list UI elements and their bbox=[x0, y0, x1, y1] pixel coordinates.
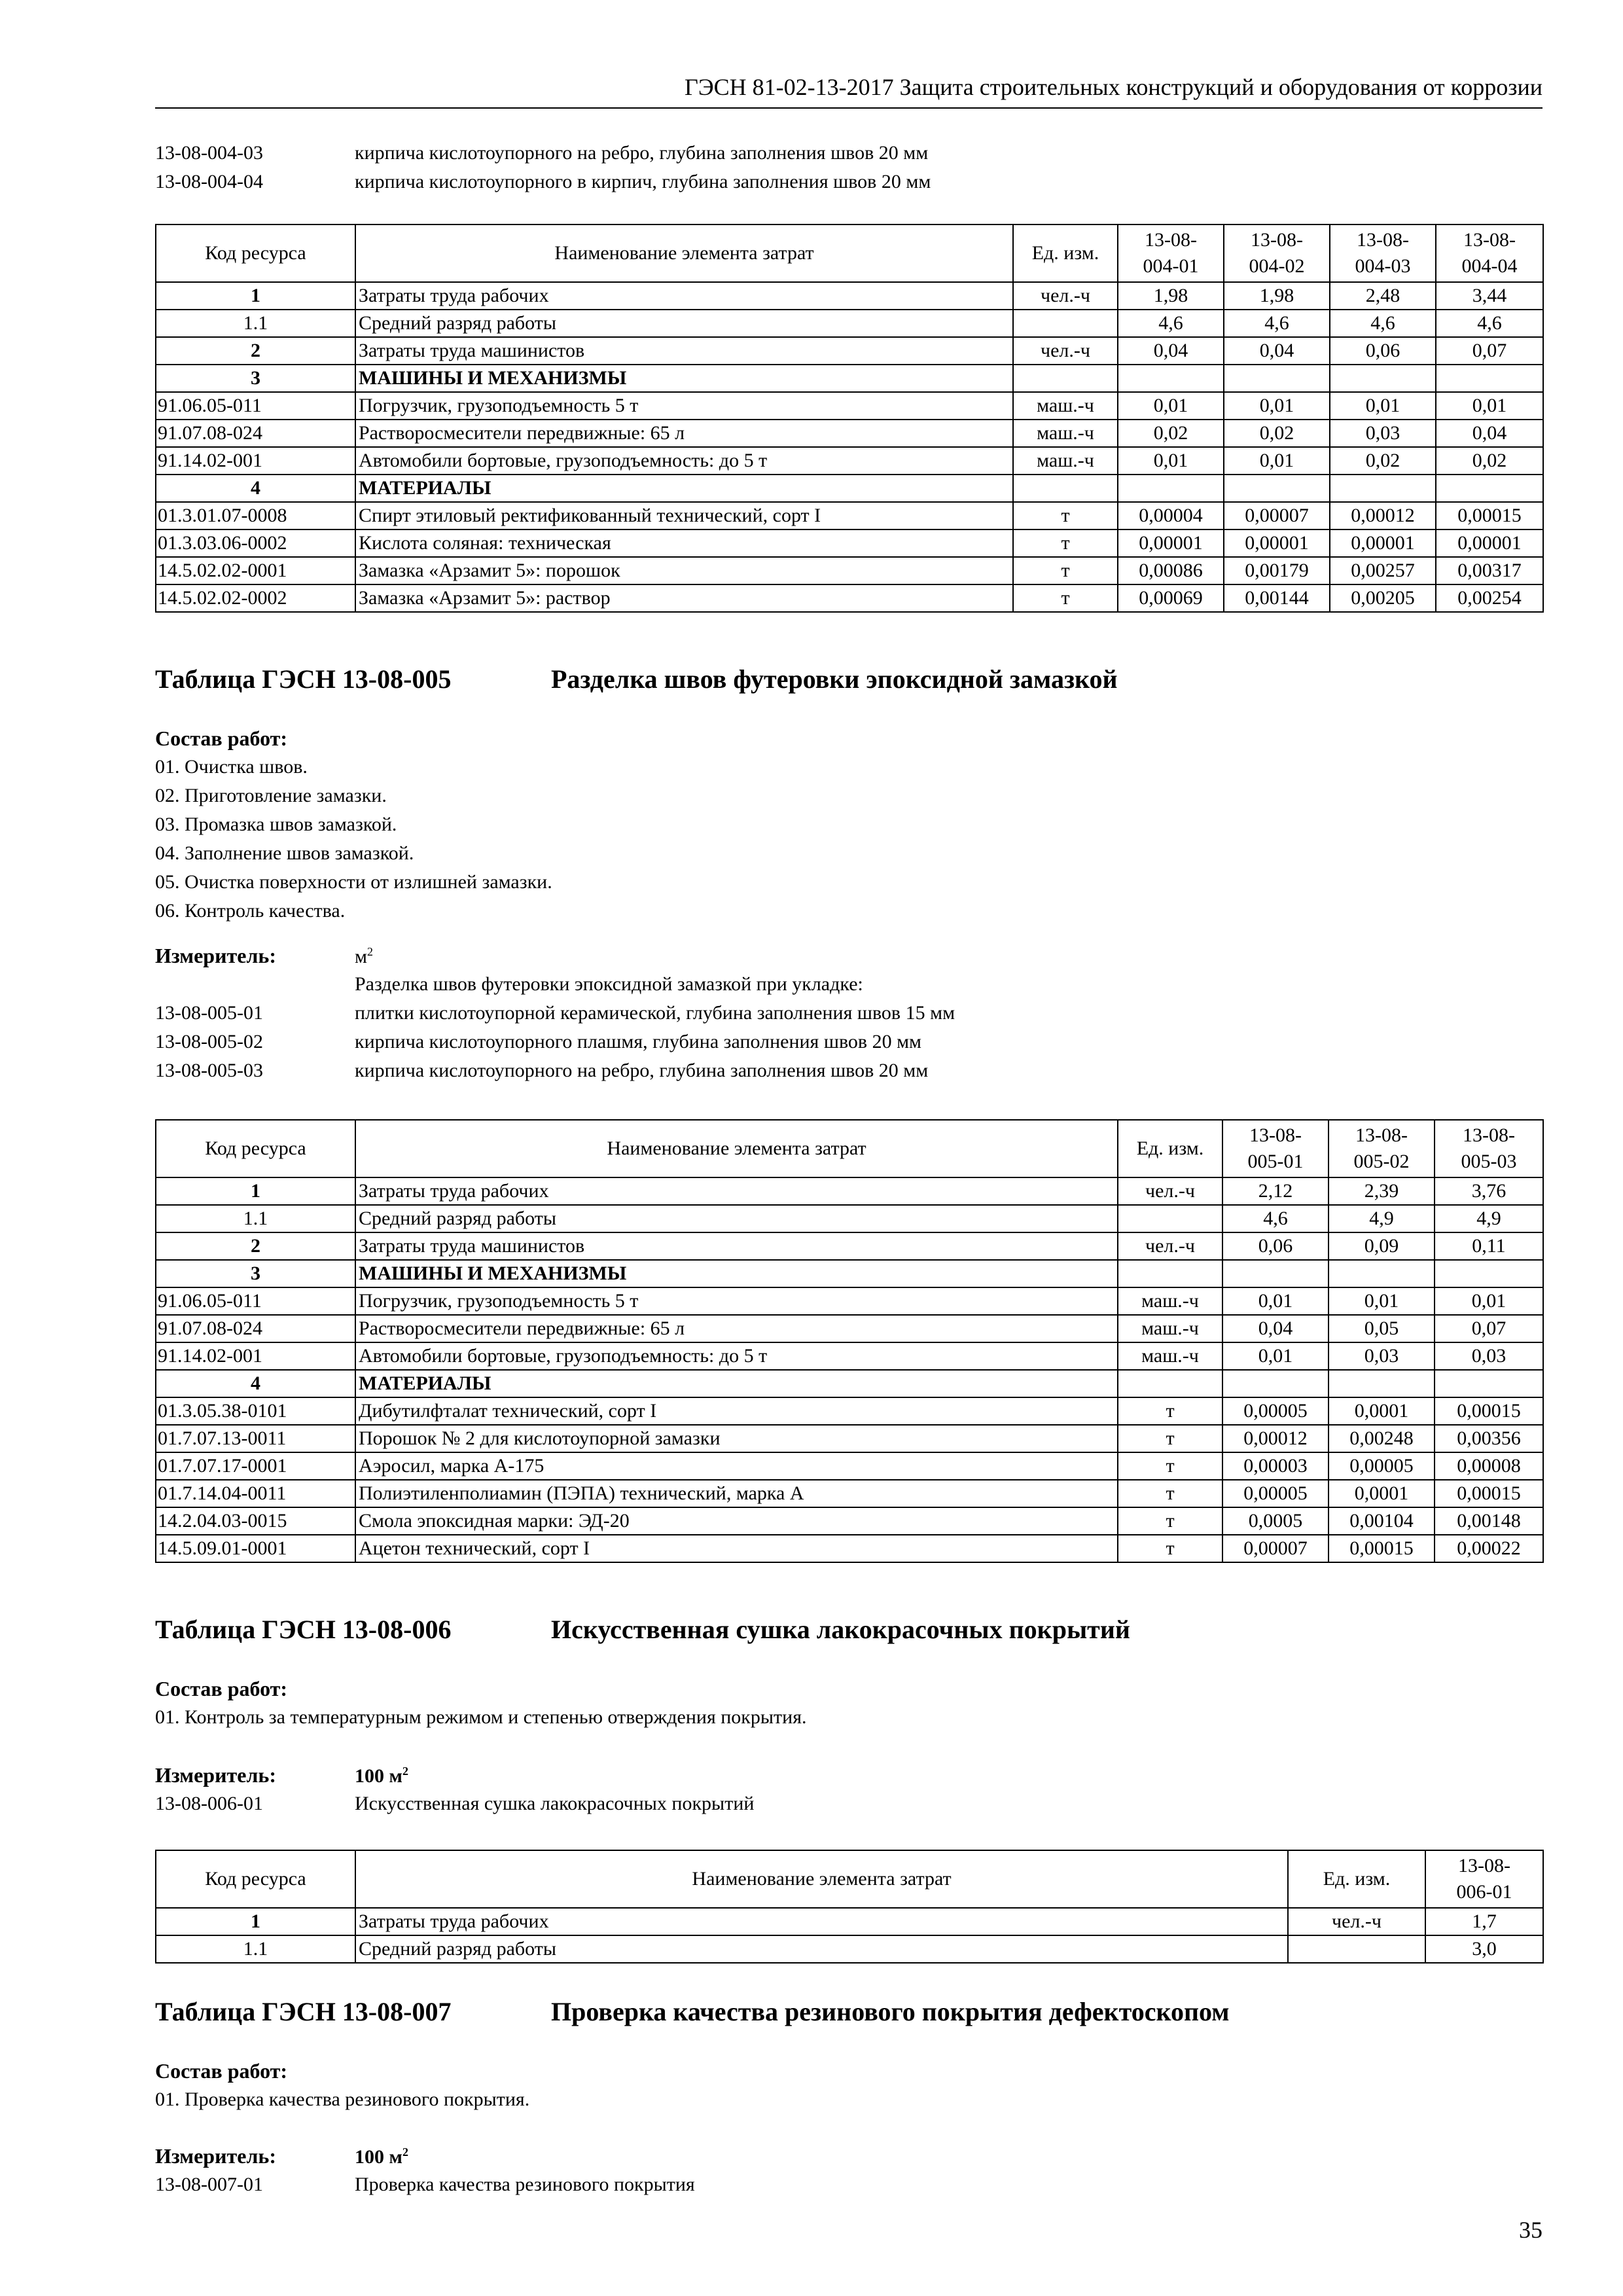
list-item: 01. Проверка качества резинового покрытия. bbox=[155, 2089, 530, 2110]
resource-name: Затраты труда машинистов bbox=[355, 1232, 1118, 1260]
table-code: Таблица ГЭСН 13-08-007 bbox=[155, 1997, 452, 2026]
norm-code: 13-08-006-01 bbox=[155, 1793, 263, 1814]
resource-name: Затраты труда машинистов bbox=[355, 337, 1013, 365]
norm-value: 0,00015 bbox=[1435, 1397, 1543, 1425]
norm-line bbox=[155, 139, 928, 168]
norm-value bbox=[1222, 1370, 1329, 1397]
resource-code: 1 bbox=[156, 282, 355, 310]
measure-label: Измеритель: bbox=[155, 1763, 276, 1787]
norm-value: 0,00254 bbox=[1436, 584, 1543, 612]
resource-unit: т bbox=[1118, 1480, 1222, 1507]
norm-value: 0,01 bbox=[1436, 392, 1543, 420]
col-header-code: Код ресурса bbox=[156, 1850, 355, 1908]
table-code: Таблица ГЭСН 13-08-006 bbox=[155, 1615, 452, 1644]
resource-unit: маш.-ч bbox=[1013, 392, 1118, 420]
resource-unit bbox=[1118, 1370, 1222, 1397]
norm-value bbox=[1436, 475, 1543, 502]
col-header-name: Наименование элемента затрат bbox=[355, 1120, 1118, 1177]
resource-code: 1 bbox=[156, 1177, 355, 1205]
table-row bbox=[156, 584, 1543, 612]
col-header-norm: 13-08- 004-02 bbox=[1224, 224, 1330, 282]
table-row bbox=[156, 1260, 1543, 1287]
header-rule bbox=[155, 107, 1543, 109]
norm-code: 13-08-005-01 bbox=[155, 1002, 263, 1024]
col-header-unit: Ед. изм. bbox=[1288, 1850, 1425, 1908]
col-header-norm: 13-08- 005-03 bbox=[1435, 1120, 1543, 1177]
resource-name: Автомобили бортовые, грузоподъемность: до 5 т bbox=[355, 447, 1013, 475]
resource-name: Порошок № 2 для кислотоупорной замазки bbox=[355, 1425, 1118, 1452]
norm-value: 0,00005 bbox=[1329, 1452, 1435, 1480]
section-heading bbox=[155, 1996, 1230, 2027]
norm-text: кирпича кислотоупорного плашмя, глубина заполнения швов 20 мм bbox=[355, 1031, 922, 1052]
norm-value: 0,00086 bbox=[1118, 557, 1224, 584]
resource-name: Замазка «Арзамит 5»: раствор bbox=[355, 584, 1013, 612]
norm-value: 0,03 bbox=[1330, 420, 1436, 447]
norm-value: 0,02 bbox=[1330, 447, 1436, 475]
resource-unit: т bbox=[1118, 1507, 1222, 1535]
list-item: 02. Приготовление замазки. bbox=[155, 785, 387, 806]
norm-line bbox=[155, 2170, 695, 2199]
resource-code: 4 bbox=[156, 475, 355, 502]
norm-line bbox=[155, 1789, 754, 1818]
norm-value: 0,01 bbox=[1224, 392, 1330, 420]
norm-value bbox=[1330, 475, 1436, 502]
table-row bbox=[156, 557, 1543, 584]
norm-value: 0,00007 bbox=[1224, 502, 1330, 529]
resource-name: МАТЕРИАЛЫ bbox=[355, 475, 1013, 502]
resource-name: МАШИНЫ И МЕХАНИЗМЫ bbox=[355, 365, 1013, 392]
col-header-name: Наименование элемента затрат bbox=[355, 1850, 1288, 1908]
norm-value bbox=[1118, 365, 1224, 392]
norm-code: 13-08-007-01 bbox=[155, 2174, 263, 2195]
norm-value bbox=[1118, 475, 1224, 502]
norm-value: 0,02 bbox=[1436, 447, 1543, 475]
norm-value bbox=[1329, 1260, 1435, 1287]
norm-text: Искусственная сушка лакокрасочных покрытий bbox=[355, 1793, 755, 1814]
norm-value: 0,00015 bbox=[1436, 502, 1543, 529]
works-list bbox=[155, 753, 552, 925]
resource-code: 14.2.04.03-0015 bbox=[156, 1507, 355, 1535]
resource-unit: т bbox=[1118, 1397, 1222, 1425]
norm-value: 0,04 bbox=[1436, 420, 1543, 447]
norm-value: 0,00012 bbox=[1330, 502, 1436, 529]
resource-unit bbox=[1013, 365, 1118, 392]
norm-value: 0,00001 bbox=[1224, 529, 1330, 557]
norm-text: кирпича кислотоупорного на ребро, глубина заполнения швов 20 мм bbox=[355, 1060, 929, 1081]
table-body bbox=[156, 1177, 1543, 1562]
norm-line bbox=[155, 999, 955, 1028]
table-row bbox=[156, 1370, 1543, 1397]
resource-code: 01.3.01.07-0008 bbox=[156, 502, 355, 529]
resource-name: Средний разряд работы bbox=[355, 1935, 1288, 1963]
resource-unit: т bbox=[1013, 557, 1118, 584]
resource-unit: маш.-ч bbox=[1118, 1315, 1222, 1342]
norm-value bbox=[1330, 365, 1436, 392]
table-row bbox=[156, 1452, 1543, 1480]
resource-code: 3 bbox=[156, 1260, 355, 1287]
norm-value: 0,00015 bbox=[1435, 1480, 1543, 1507]
norm-value: 3,76 bbox=[1435, 1177, 1543, 1205]
works-list bbox=[155, 1703, 807, 1732]
norm-value: 0,00356 bbox=[1435, 1425, 1543, 1452]
table-row bbox=[156, 1480, 1543, 1507]
norm-value: 0,00012 bbox=[1222, 1425, 1329, 1452]
resource-code: 4 bbox=[156, 1370, 355, 1397]
running-header: ГЭСН 81-02-13-2017 Защита строительных конструкций и оборудования от коррозии bbox=[685, 74, 1543, 100]
norm-value: 3,0 bbox=[1425, 1935, 1543, 1963]
norm-value: 0,01 bbox=[1222, 1342, 1329, 1370]
norm-value: 0,0001 bbox=[1329, 1397, 1435, 1425]
norm-value bbox=[1436, 365, 1543, 392]
norm-code: 13-08-004-04 bbox=[155, 171, 263, 192]
table-row bbox=[156, 475, 1543, 502]
norm-value: 0,01 bbox=[1222, 1287, 1329, 1315]
resource-unit: чел.-ч bbox=[1288, 1908, 1425, 1935]
resource-name: Растворосмесители передвижные: 65 л bbox=[355, 1315, 1118, 1342]
resource-unit: т bbox=[1118, 1425, 1222, 1452]
resource-code: 91.07.08-024 bbox=[156, 420, 355, 447]
resource-unit bbox=[1013, 310, 1118, 337]
norm-value: 4,6 bbox=[1330, 310, 1436, 337]
table-row bbox=[156, 420, 1543, 447]
norm-value: 1,98 bbox=[1224, 282, 1330, 310]
resource-code: 1.1 bbox=[156, 310, 355, 337]
table-body bbox=[156, 1908, 1543, 1963]
measure-unit: 100 $м^2$ bbox=[355, 1765, 408, 1787]
norm-value bbox=[1224, 365, 1330, 392]
table-title: Искусственная сушка лакокрасочных покрытий bbox=[551, 1615, 1130, 1644]
table-row bbox=[156, 1177, 1543, 1205]
table-row bbox=[156, 1232, 1543, 1260]
norm-text: плитки кислотоупорной керамической, глубина заполнения швов 15 мм bbox=[355, 1002, 955, 1024]
works-list bbox=[155, 2085, 529, 2114]
table-row bbox=[156, 310, 1543, 337]
norm-value: 0,04 bbox=[1222, 1315, 1329, 1342]
resource-code: 3 bbox=[156, 365, 355, 392]
table-row bbox=[156, 1507, 1543, 1535]
table-row bbox=[156, 1425, 1543, 1452]
resource-code: 1 bbox=[156, 1908, 355, 1935]
norm-value: 0,00179 bbox=[1224, 557, 1330, 584]
norm-value: 0,00144 bbox=[1224, 584, 1330, 612]
table-row bbox=[156, 392, 1543, 420]
resource-unit: т bbox=[1118, 1535, 1222, 1562]
resource-unit bbox=[1118, 1260, 1222, 1287]
norm-value: 4,6 bbox=[1224, 310, 1330, 337]
col-header-unit: Ед. изм. bbox=[1118, 1120, 1222, 1177]
norm-value: 1,98 bbox=[1118, 282, 1224, 310]
col-header-code: Код ресурса bbox=[156, 1120, 355, 1177]
norm-code: 13-08-005-02 bbox=[155, 1031, 263, 1052]
norm-value: 0,00008 bbox=[1435, 1452, 1543, 1480]
resource-name: Затраты труда рабочих bbox=[355, 282, 1013, 310]
norm-line bbox=[155, 168, 931, 196]
norm-value: 0,01 bbox=[1118, 392, 1224, 420]
resource-unit bbox=[1013, 475, 1118, 502]
resource-name: Растворосмесители передвижные: 65 л bbox=[355, 420, 1013, 447]
norm-value: 1,7 bbox=[1425, 1908, 1543, 1935]
norm-value: 0,07 bbox=[1435, 1315, 1543, 1342]
norm-value: 2,48 bbox=[1330, 282, 1436, 310]
table-row bbox=[156, 1287, 1543, 1315]
resource-unit bbox=[1118, 1205, 1222, 1232]
norm-text: Проверка качества резинового покрытия bbox=[355, 2174, 695, 2195]
norm-value: 0,0005 bbox=[1222, 1507, 1329, 1535]
resource-code: 01.3.05.38-0101 bbox=[156, 1397, 355, 1425]
norm-text: кирпича кислотоупорного на ребро, глубина заполнения швов 20 мм bbox=[355, 142, 929, 164]
norm-value: 4,6 bbox=[1436, 310, 1543, 337]
table-row bbox=[156, 447, 1543, 475]
measure-line bbox=[155, 941, 373, 971]
resource-name: Аэросил, марка А-175 bbox=[355, 1452, 1118, 1480]
norm-value: 0,00257 bbox=[1330, 557, 1436, 584]
norm-value: 0,00022 bbox=[1435, 1535, 1543, 1562]
table-row bbox=[156, 1315, 1543, 1342]
norm-value: 0,00148 bbox=[1435, 1507, 1543, 1535]
page-number: 35 bbox=[1519, 2217, 1543, 2243]
resource-name: Средний разряд работы bbox=[355, 1205, 1118, 1232]
col-header-norm: 13-08- 006-01 bbox=[1425, 1850, 1543, 1908]
norm-value: 0,06 bbox=[1330, 337, 1436, 365]
norm-value: 0,07 bbox=[1436, 337, 1543, 365]
resource-unit: маш.-ч bbox=[1118, 1287, 1222, 1315]
resource-code: 2 bbox=[156, 337, 355, 365]
measure-line bbox=[155, 1761, 408, 1791]
norm-code: 13-08-004-03 bbox=[155, 142, 263, 164]
resource-code: 01.7.14.04-0011 bbox=[156, 1480, 355, 1507]
resource-code: 14.5.09.01-0001 bbox=[156, 1535, 355, 1562]
resource-name: Ацетон технический, сорт I bbox=[355, 1535, 1118, 1562]
norm-value: 0,00015 bbox=[1329, 1535, 1435, 1562]
norm-value: 0,00001 bbox=[1118, 529, 1224, 557]
resource-unit: чел.-ч bbox=[1013, 337, 1118, 365]
resource-unit: т bbox=[1013, 529, 1118, 557]
measure-unit: $м^2$ bbox=[355, 945, 373, 967]
section-heading bbox=[155, 664, 1118, 694]
table-row bbox=[156, 1935, 1543, 1963]
norm-value: 0,05 bbox=[1329, 1315, 1435, 1342]
table-title: Разделка швов футеровки эпоксидной замазкой bbox=[551, 664, 1118, 694]
norm-value: 0,00317 bbox=[1436, 557, 1543, 584]
norm-value: 4,6 bbox=[1118, 310, 1224, 337]
norm-value: 4,9 bbox=[1435, 1205, 1543, 1232]
table-row bbox=[156, 502, 1543, 529]
resource-unit: т bbox=[1013, 502, 1118, 529]
resource-code: 14.5.02.02-0001 bbox=[156, 557, 355, 584]
norm-value: 4,9 bbox=[1329, 1205, 1435, 1232]
resource-unit: чел.-ч bbox=[1013, 282, 1118, 310]
resource-unit: маш.-ч bbox=[1013, 420, 1118, 447]
table-title: Проверка качества резинового покрытия дефектоскопом bbox=[551, 1997, 1230, 2026]
resource-name: МАТЕРИАЛЫ bbox=[355, 1370, 1118, 1397]
resource-name: Затраты труда рабочих bbox=[355, 1177, 1118, 1205]
list-item: 01. Контроль за температурным режимом и степенью отверждения покрытия. bbox=[155, 1706, 807, 1728]
norm-value: 0,01 bbox=[1330, 392, 1436, 420]
resource-code: 91.06.05-011 bbox=[156, 1287, 355, 1315]
resource-code: 01.7.07.13-0011 bbox=[156, 1425, 355, 1452]
col-header-name: Наименование элемента затрат bbox=[355, 224, 1013, 282]
table-row bbox=[156, 1205, 1543, 1232]
norm-value: 0,11 bbox=[1435, 1232, 1543, 1260]
measure-label: Измеритель: bbox=[155, 2144, 276, 2168]
norm-value: 0,00104 bbox=[1329, 1507, 1435, 1535]
norm-value: 0,01 bbox=[1435, 1287, 1543, 1315]
resource-name: Кислота соляная: техническая bbox=[355, 529, 1013, 557]
norm-value: 0,04 bbox=[1224, 337, 1330, 365]
table-row bbox=[156, 365, 1543, 392]
resource-table-004 bbox=[155, 224, 1544, 613]
norm-value: 0,00001 bbox=[1330, 529, 1436, 557]
norm-value: 0,00069 bbox=[1118, 584, 1224, 612]
norm-value: 0,03 bbox=[1329, 1342, 1435, 1370]
col-header-norm: 13-08- 004-04 bbox=[1436, 224, 1543, 282]
norm-value bbox=[1222, 1260, 1329, 1287]
norm-value bbox=[1435, 1260, 1543, 1287]
table-row bbox=[156, 337, 1543, 365]
works-label: Состав работ: bbox=[155, 726, 288, 750]
list-item: 05. Очистка поверхности от излишней замазки. bbox=[155, 871, 552, 893]
resource-unit: чел.-ч bbox=[1118, 1177, 1222, 1205]
resource-name: Погрузчик, грузоподъемность 5 т bbox=[355, 1287, 1118, 1315]
list-item: 04. Заполнение швов замазкой. bbox=[155, 842, 414, 864]
section-heading bbox=[155, 1614, 1130, 1645]
norm-value bbox=[1435, 1370, 1543, 1397]
norm-value: 0,00205 bbox=[1330, 584, 1436, 612]
norm-value: 0,00003 bbox=[1222, 1452, 1329, 1480]
list-item: 06. Контроль качества. bbox=[155, 900, 346, 922]
table-code: Таблица ГЭСН 13-08-005 bbox=[155, 664, 452, 694]
col-header-unit: Ед. изм. bbox=[1013, 224, 1118, 282]
norm-value: 0,03 bbox=[1435, 1342, 1543, 1370]
norm-value: 2,12 bbox=[1222, 1177, 1329, 1205]
resource-table-005 bbox=[155, 1119, 1544, 1563]
resource-unit: т bbox=[1013, 584, 1118, 612]
resource-name: Затраты труда рабочих bbox=[355, 1908, 1288, 1935]
table-row bbox=[156, 529, 1543, 557]
resource-name: Замазка «Арзамит 5»: порошок bbox=[355, 557, 1013, 584]
norm-line bbox=[155, 1056, 928, 1085]
norm-intro: Разделка швов футеровки эпоксидной замазкой при укладке: bbox=[355, 973, 863, 995]
norm-line bbox=[155, 1028, 921, 1056]
norm-value: 0,00007 bbox=[1222, 1535, 1329, 1562]
resource-code: 91.06.05-011 bbox=[156, 392, 355, 420]
norm-value: 0,09 bbox=[1329, 1232, 1435, 1260]
norm-value: 0,0001 bbox=[1329, 1480, 1435, 1507]
resource-code: 91.14.02-001 bbox=[156, 1342, 355, 1370]
table-row bbox=[156, 1342, 1543, 1370]
table-body bbox=[156, 282, 1543, 612]
norm-code: 13-08-005-03 bbox=[155, 1060, 263, 1081]
norm-value: 0,00248 bbox=[1329, 1425, 1435, 1452]
resource-name: Дибутилфталат технический, сорт I bbox=[355, 1397, 1118, 1425]
table-row bbox=[156, 1535, 1543, 1562]
norm-value: 0,01 bbox=[1329, 1287, 1435, 1315]
works-label: Состав работ: bbox=[155, 2059, 288, 2083]
measure-label: Измеритель: bbox=[155, 944, 276, 967]
resource-unit: т bbox=[1118, 1452, 1222, 1480]
resource-name: Средний разряд работы bbox=[355, 310, 1013, 337]
norm-value: 0,00001 bbox=[1436, 529, 1543, 557]
norm-value: 0,00004 bbox=[1118, 502, 1224, 529]
table-row bbox=[156, 1397, 1543, 1425]
list-item: 03. Промазка швов замазкой. bbox=[155, 814, 397, 835]
norm-value: 0,02 bbox=[1118, 420, 1224, 447]
resource-table-006 bbox=[155, 1850, 1544, 1964]
norm-value: 0,00005 bbox=[1222, 1480, 1329, 1507]
resource-unit: маш.-ч bbox=[1013, 447, 1118, 475]
norm-value: 0,06 bbox=[1222, 1232, 1329, 1260]
resource-code: 01.3.03.06-0002 bbox=[156, 529, 355, 557]
works-label: Состав работ: bbox=[155, 1677, 288, 1700]
resource-name: Смола эпоксидная марки: ЭД-20 bbox=[355, 1507, 1118, 1535]
resource-name: Полиэтиленполиамин (ПЭПА) технический, марка А bbox=[355, 1480, 1118, 1507]
measure-line bbox=[155, 2142, 408, 2172]
resource-name: Спирт этиловый ректификованный технический, сорт I bbox=[355, 502, 1013, 529]
resource-code: 01.7.07.17-0001 bbox=[156, 1452, 355, 1480]
norm-value: 0,02 bbox=[1224, 420, 1330, 447]
col-header-norm: 13-08- 005-02 bbox=[1329, 1120, 1435, 1177]
norm-value: 2,39 bbox=[1329, 1177, 1435, 1205]
norm-value bbox=[1224, 475, 1330, 502]
resource-name: МАШИНЫ И МЕХАНИЗМЫ bbox=[355, 1260, 1118, 1287]
norm-value: 0,00005 bbox=[1222, 1397, 1329, 1425]
col-header-norm: 13-08- 005-01 bbox=[1222, 1120, 1329, 1177]
norm-value: 4,6 bbox=[1222, 1205, 1329, 1232]
norm-value: 0,04 bbox=[1118, 337, 1224, 365]
table-row bbox=[156, 1908, 1543, 1935]
col-header-norm: 13-08- 004-01 bbox=[1118, 224, 1224, 282]
norm-value bbox=[1329, 1370, 1435, 1397]
resource-code: 91.07.08-024 bbox=[156, 1315, 355, 1342]
table-row bbox=[156, 282, 1543, 310]
resource-code: 14.5.02.02-0002 bbox=[156, 584, 355, 612]
col-header-code: Код ресурса bbox=[156, 224, 355, 282]
resource-name: Погрузчик, грузоподъемность 5 т bbox=[355, 392, 1013, 420]
list-item: 01. Очистка швов. bbox=[155, 756, 308, 778]
norm-value: 0,01 bbox=[1224, 447, 1330, 475]
resource-code: 1.1 bbox=[156, 1205, 355, 1232]
resource-name: Автомобили бортовые, грузоподъемность: до 5 т bbox=[355, 1342, 1118, 1370]
resource-code: 1.1 bbox=[156, 1935, 355, 1963]
resource-code: 91.14.02-001 bbox=[156, 447, 355, 475]
resource-unit: чел.-ч bbox=[1118, 1232, 1222, 1260]
resource-unit: маш.-ч bbox=[1118, 1342, 1222, 1370]
measure-unit: 100 $м^2$ bbox=[355, 2145, 408, 2168]
resource-unit bbox=[1288, 1935, 1425, 1963]
norm-value: 0,01 bbox=[1118, 447, 1224, 475]
norm-text: кирпича кислотоупорного в кирпич, глубина заполнения швов 20 мм bbox=[355, 171, 931, 192]
col-header-norm: 13-08- 004-03 bbox=[1330, 224, 1436, 282]
norm-value: 3,44 bbox=[1436, 282, 1543, 310]
resource-code: 2 bbox=[156, 1232, 355, 1260]
